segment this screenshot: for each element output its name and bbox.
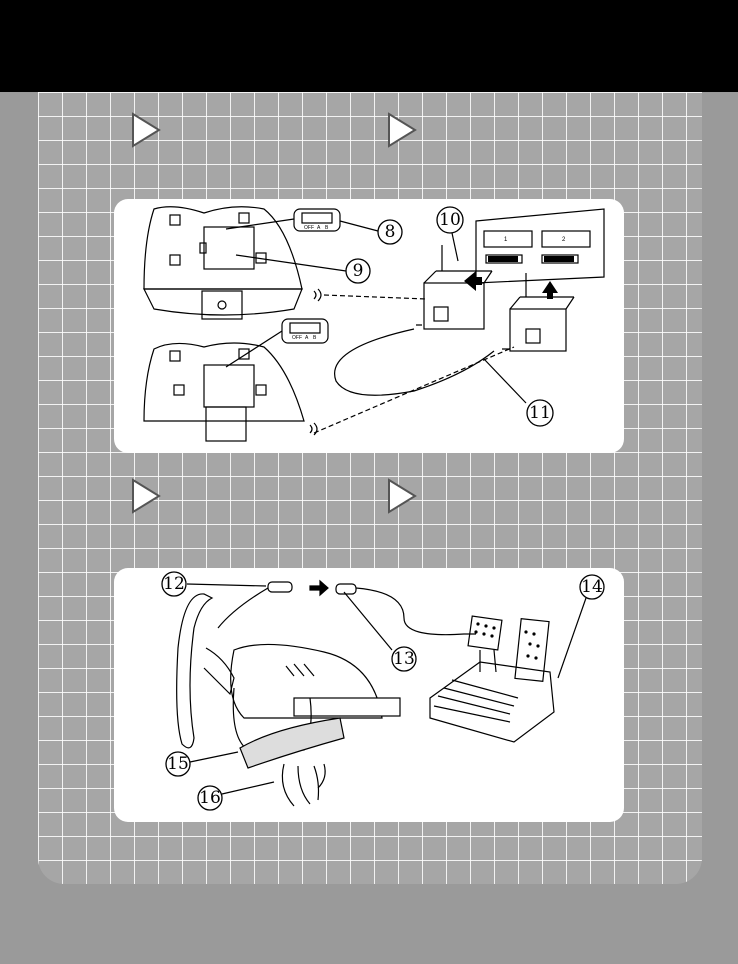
callout-12 [162,572,186,596]
callout-8 [378,220,402,244]
section-arrow-icon [129,476,163,516]
svg-text:13: 13 [393,649,415,669]
svg-text:9: 9 [352,261,364,281]
switch-off-label: OFF [304,225,314,231]
svg-text:16: 16 [199,788,221,808]
manual-page-panel [38,92,702,884]
svg-text:10: 10 [439,210,461,230]
slot-label-2: 2 [562,237,566,243]
switch-off-label: OFF [292,335,302,341]
svg-text:14: 14 [581,577,603,597]
clamp-drawing [240,718,344,768]
wireless-receiver-illustration [114,199,624,453]
callout-16 [198,786,222,810]
switch-b-label: B [325,225,329,231]
switch-a-label: A [317,225,321,231]
pedal-setup-drawing [114,568,624,822]
svg-text:8: 8 [384,222,396,242]
slot-label-1: 1 [504,237,508,243]
section-arrow-icon [385,110,419,150]
switch-b-label: B [313,335,317,341]
section-arrow-icon [129,110,163,150]
svg-text:12: 12 [163,574,185,594]
pedal-base-drawing [430,662,554,742]
svg-text:11: 11 [529,403,551,423]
callout-11 [527,400,553,426]
section-arrow-icon [385,476,419,516]
callout-14 [580,575,604,599]
callout-15 [166,752,190,776]
switch-a-label: A [305,335,309,341]
top-black-bar [0,0,738,92]
receiver-setup-drawing [114,199,624,453]
pedal-connection-illustration [114,568,624,822]
callout-13 [392,647,416,671]
callout-9 [346,259,370,283]
callout-10 [437,207,463,233]
console-drawing [476,209,604,283]
svg-text:15: 15 [167,754,189,774]
